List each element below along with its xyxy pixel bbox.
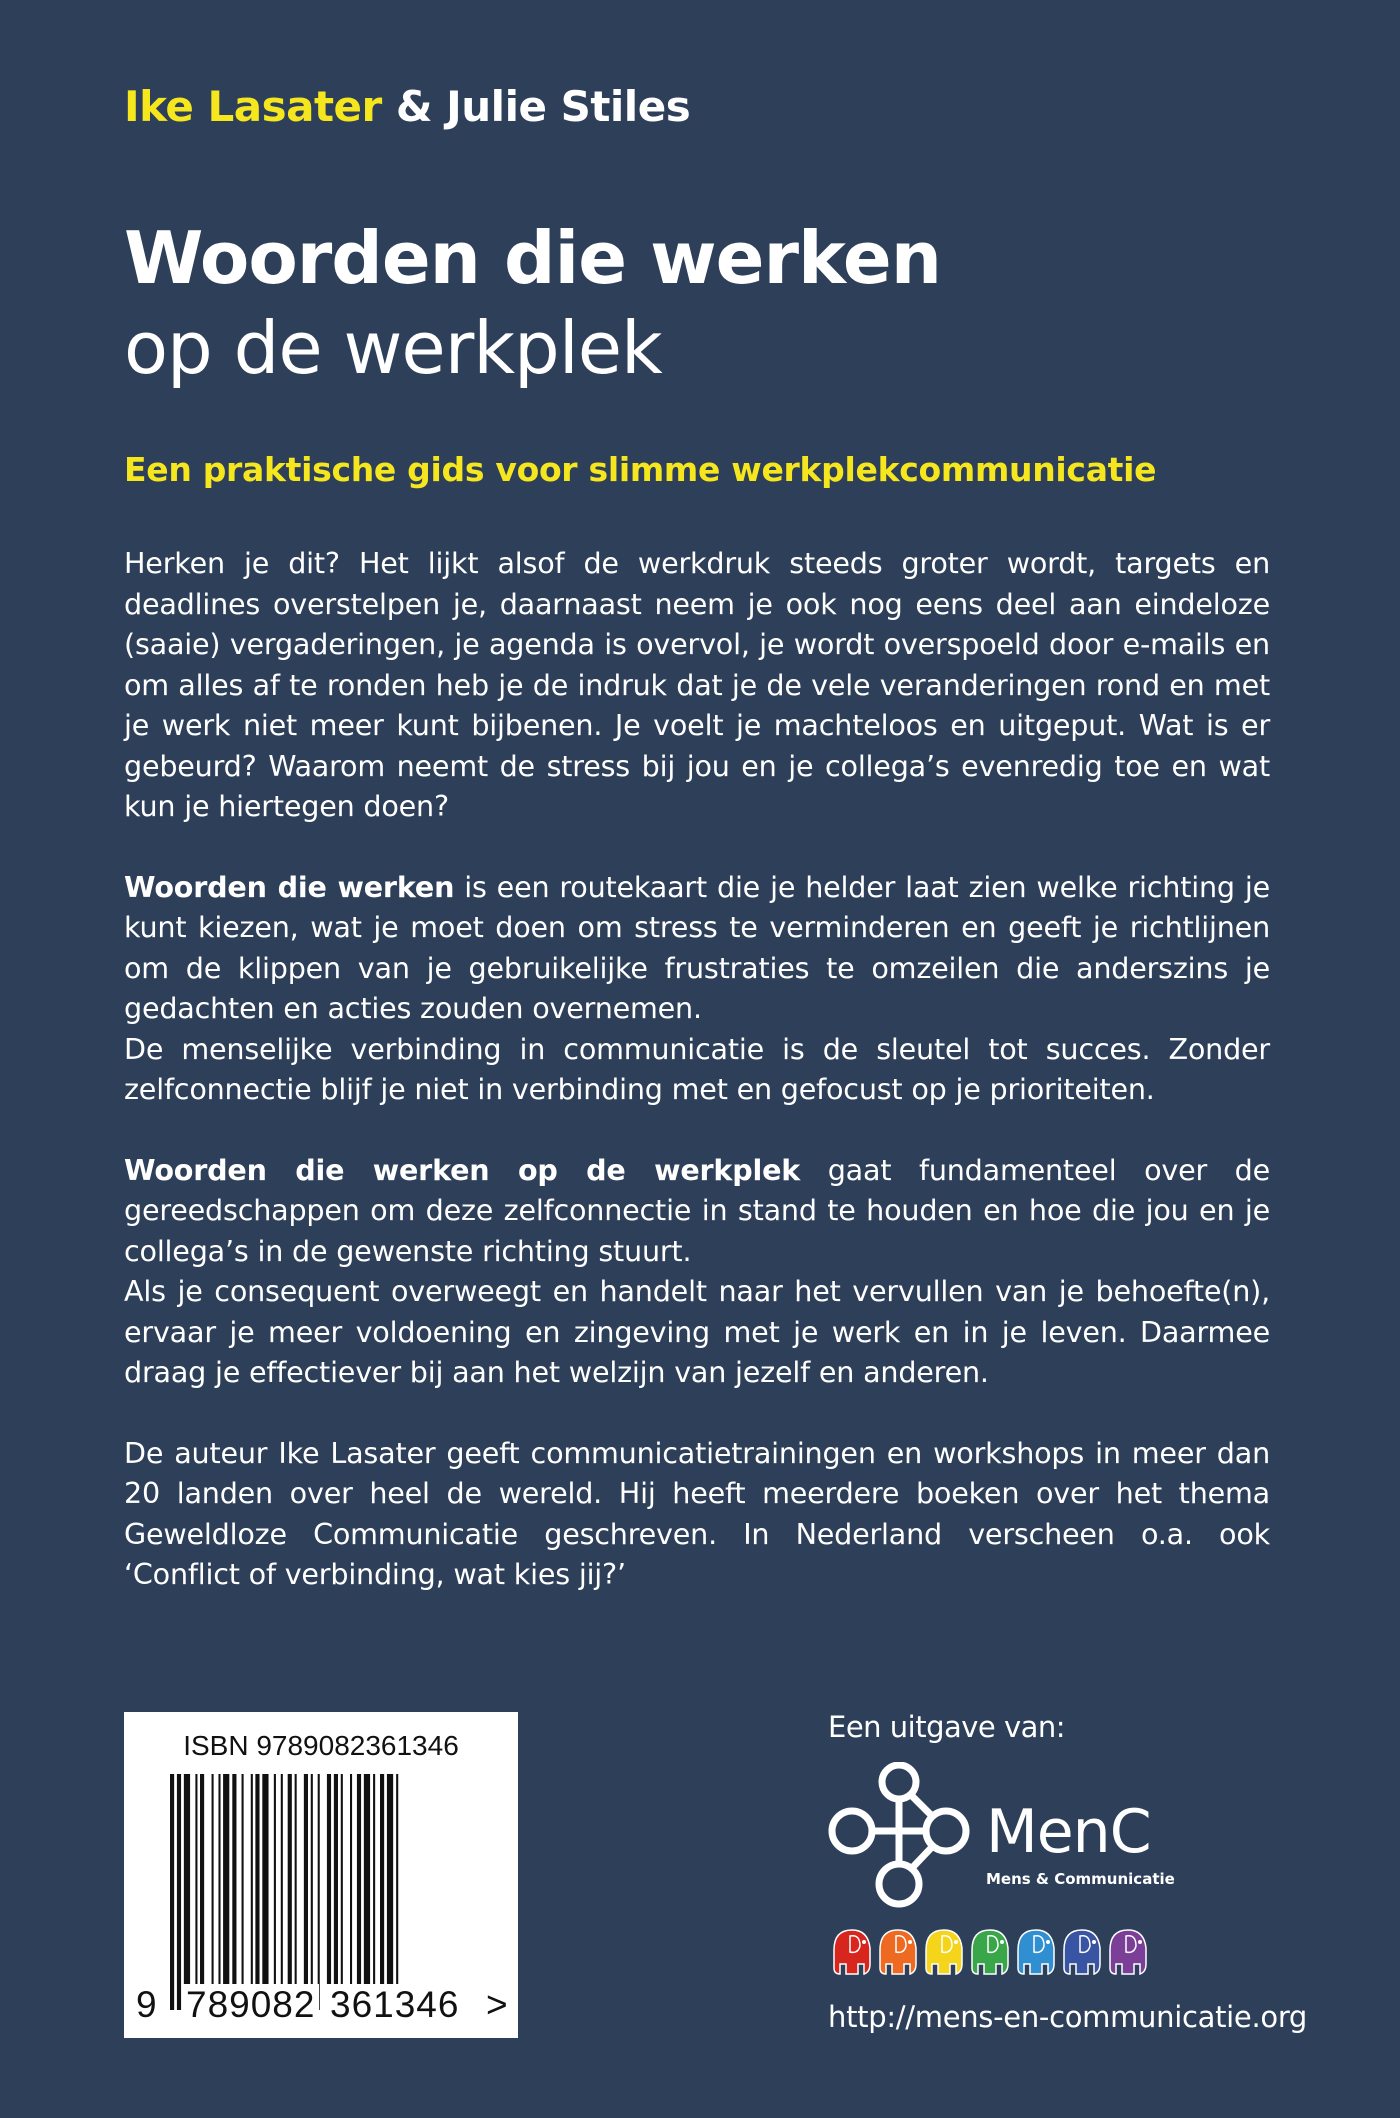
elephant-icon [1064, 1930, 1100, 1974]
authors [124, 82, 690, 131]
barcode-bar [218, 1774, 220, 2010]
barcode-bar [334, 1774, 338, 2010]
blurb-bold-full-title: Woorden die werken op de werkplek [124, 1152, 801, 1187]
elephant-icon [1110, 1930, 1146, 1974]
elephant-icon [972, 1930, 1008, 1974]
barcode-bar [223, 1774, 229, 2010]
barcode-bar [387, 1774, 393, 2010]
book-subtitle: Een praktische gids voor slimme werkplekcommunicatie [124, 450, 1157, 489]
blurb-paragraph-2 [124, 867, 1270, 1029]
barcode-bar [350, 1774, 352, 2010]
publisher-label: Een uitgave van: [828, 1710, 1066, 1744]
barcode-bar [184, 1774, 190, 2010]
barcode-bar [170, 1774, 174, 2010]
barcode-bar [288, 1774, 292, 2010]
barcode-digits-left: 789082 [182, 1984, 319, 2026]
author-julie-stiles: Julie Stiles [446, 82, 691, 131]
author-ike-lasater: Ike Lasater [124, 82, 382, 131]
publisher-url[interactable]: http://mens-en-communicatie.org [828, 2000, 1308, 2034]
barcode-bar [311, 1774, 313, 2010]
barcode-bar [357, 1774, 361, 2010]
barcode-digit-first: 9 [136, 1984, 158, 2025]
elephant-icon [1018, 1930, 1054, 1974]
blurb-paragraph-6: De auteur Ike Lasater geeft communicatietrainingen en workshops in meer dan 20 landen over heel de wereld. Hij heeft meerdere boeken over het thema Geweldloze Communicatie geschreven. In Nederland verscheen o.a. ook ‘Conflict of verbinding, wat kies jij?’ [124, 1435, 1270, 1591]
barcode-bar [195, 1774, 197, 2010]
blurb-paragraph-1: Herken je dit? Het lijkt alsof de werkdruk steeds groter wordt, targets en deadlines overstelpen je, daarnaast neem je ook nog eens deel aan eindeloze (saaie) vergaderingen, je agenda is overvol, je wordt overspoeld door e-mails en om alles af te ronden heb je de indruk dat je de vele veranderingen rond en met je werk niet meer kunt bijbenen. Je voelt je machteloos en uitgeput. Wat is er gebeurd? Waarom neemt de stress bij jou en je collega’s evenredig toe en wat kun je hiertegen doen? [124, 546, 1270, 823]
isbn-barcode [124, 1712, 518, 2038]
barcode-bar [295, 1774, 297, 2010]
book-title-line2: op de werkplek [124, 306, 662, 390]
barcode-bar [255, 1774, 259, 2010]
barcode-bar [396, 1774, 398, 2010]
barcode-bar [304, 1774, 308, 2010]
barcode-bar [262, 1774, 268, 2010]
elephant-icon [834, 1930, 870, 1974]
publisher-tagline: Mens & Communicatie [986, 1870, 1175, 1888]
elephants-illustration [826, 1920, 1166, 1982]
barcode-bar [242, 1774, 244, 2010]
blurb-paragraph-4-text: gaat fundamenteel over de gereedschappen om deze zelfconnectie in stand te houden en hoe die jou en je collega’s in de gewenste richting stuurt. [124, 1152, 1270, 1268]
barcode-bar [212, 1774, 214, 2010]
barcode-bar [281, 1774, 283, 2010]
barcode-bar [364, 1774, 370, 2010]
barcode-bar [318, 1774, 320, 2010]
barcode-bar [373, 1774, 375, 2010]
blurb-paragraph-4 [124, 1150, 1270, 1272]
elephant-icon [880, 1930, 916, 1974]
barcode-bar [232, 1774, 236, 2010]
barcode-digits-right: 361346 [326, 1984, 463, 2026]
blurb [124, 543, 1270, 1635]
barcode-bar [380, 1774, 384, 2010]
barcode-bar [177, 1774, 181, 2010]
blurb-bold-title: Woorden die werken [124, 869, 455, 904]
barcode-bar [274, 1774, 276, 2010]
barcode-arrow: > [486, 1984, 509, 2025]
book-title-line1: Woorden die werken [124, 216, 941, 300]
barcode-bar [327, 1774, 331, 2010]
isbn-label: ISBN 9789082361346 [183, 1730, 459, 1761]
blurb-paragraph-3: De menselijke verbinding in communicatie is de sleutel tot succes. Zonder zelfconnectie blijf je niet in verbinding met en gefocust op je prioriteiten. [124, 1031, 1270, 1106]
elephant-icon [926, 1930, 962, 1974]
barcode-bars [170, 1774, 470, 2010]
barcode-bar [251, 1774, 253, 2010]
blurb-paragraph-5: Als je consequent overweegt en handelt naar het vervullen van je behoefte(n), ervaar je meer voldoening en zingeving met je werk en in je leven. Daarmee draag je effectiever bij aan het welzijn van jezelf en anderen. [124, 1274, 1270, 1389]
barcode-bar [341, 1774, 343, 2010]
barcode-bar [200, 1774, 204, 2010]
author-ampersand: & [395, 82, 433, 131]
publisher-name: MenC [986, 1797, 1151, 1867]
blurb-paragraph-2-text: is een routekaart die je helder laat zien welke richting je kunt kiezen, wat je moet doen om stress te verminderen en geeft je richtlijnen om de klippen van je gebruikelijke frustraties te omzeilen die anderszins je gedachten en acties zouden overnemen. [124, 869, 1270, 1025]
